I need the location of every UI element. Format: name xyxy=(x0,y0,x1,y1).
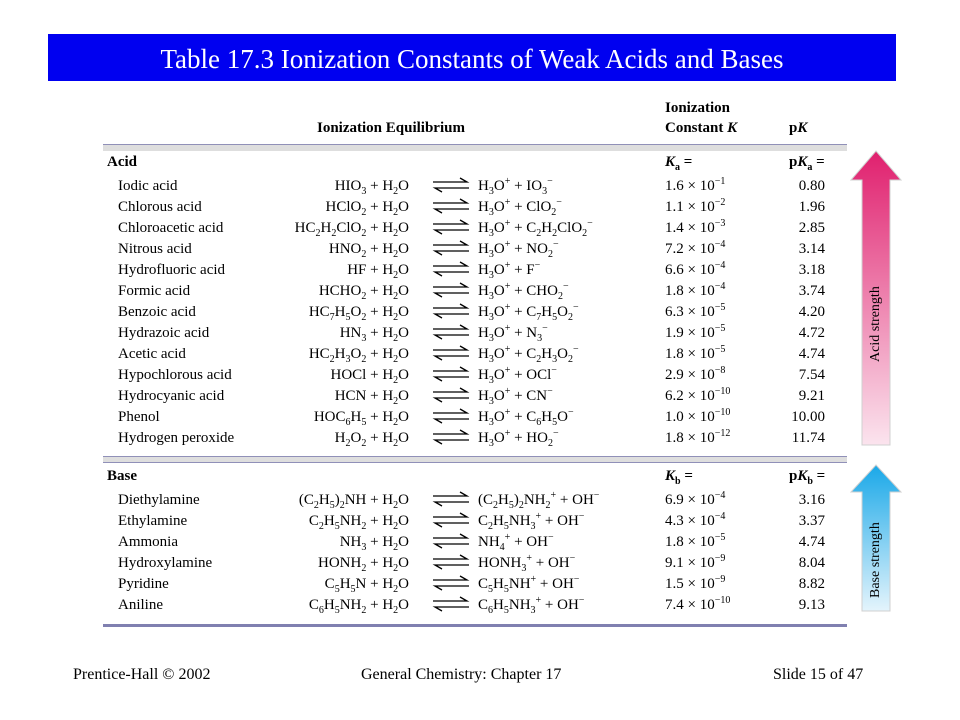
ionization-constant: $4.3 \times 10^{-4}$ xyxy=(665,511,726,529)
ionization-constant: $6.6 \times 10^{-4}$ xyxy=(665,260,726,278)
acid-section-label: Acid xyxy=(107,154,137,170)
compound-name: Aniline xyxy=(118,597,163,613)
compound-name: Hydrogen peroxide xyxy=(118,430,235,446)
table-row xyxy=(103,386,847,407)
ionization-constant: $6.3 \times 10^{-5}$ xyxy=(665,302,726,320)
products: $H_3O^+ + F^-$ xyxy=(478,260,541,281)
pk-value: 3.74 xyxy=(798,283,825,299)
base-strength-arrow xyxy=(850,464,902,612)
ionization-constant: $1.1 \times 10^{-2}$ xyxy=(665,197,726,215)
base-section-label: Base xyxy=(107,468,137,484)
ionization-constant: $2.9 \times 10^{-8}$ xyxy=(665,365,726,383)
pk-value: 9.21 xyxy=(798,388,825,404)
section-divider-bottom xyxy=(103,462,847,463)
products: $H_3O^+ + N_3^-$ xyxy=(478,323,548,344)
ionization-constant: $6.9 \times 10^{-4}$ xyxy=(665,490,726,508)
footer-publisher: Prentice-Hall © 2002 xyxy=(73,666,211,683)
compound-name: Pyridine xyxy=(118,576,169,592)
pk-value: 3.16 xyxy=(798,492,825,508)
products: $C_5H_5NH^+ + OH^-$ xyxy=(478,574,580,595)
table-row xyxy=(103,197,847,218)
products: $H_3O^+ + OCl^-$ xyxy=(478,365,557,386)
pk-value: 4.72 xyxy=(798,325,825,341)
table-row xyxy=(103,302,847,323)
header-equilibrium: Ionization Equilibrium xyxy=(317,120,465,136)
header-constant-line1: Ionization xyxy=(665,100,731,116)
ionization-constant: $1.6 \times 10^{-1}$ xyxy=(665,176,726,194)
ionization-constant: $7.2 \times 10^{-4}$ xyxy=(665,239,726,257)
acid-k-header: $K_a$ = xyxy=(665,154,693,173)
table-row xyxy=(103,176,847,197)
pk-value: 9.13 xyxy=(798,597,825,613)
ionization-constant: $1.9 \times 10^{-5}$ xyxy=(665,323,726,341)
pk-value: 3.37 xyxy=(798,513,825,529)
compound-name: Hydroxylamine xyxy=(118,555,213,571)
table-row xyxy=(103,428,847,449)
table-row xyxy=(103,595,847,616)
reactants: $HONH_2 + H_2O$ xyxy=(318,555,409,574)
ionization-constant: $1.0 \times 10^{-10}$ xyxy=(665,407,731,425)
acid-strength-label: Acid strength xyxy=(868,286,883,362)
reactants: $HNO_2 + H_2O$ xyxy=(328,241,409,260)
pk-value: 8.82 xyxy=(798,576,825,592)
table-row xyxy=(103,281,847,302)
pk-value: 10.00 xyxy=(791,409,825,425)
products: $C_6H_5NH_3^+ + OH^-$ xyxy=(478,595,585,616)
reactants: $HCHO_2 + H_2O$ xyxy=(318,283,409,302)
ionization-constant: $1.5 \times 10^{-9}$ xyxy=(665,574,726,592)
compound-name: Formic acid xyxy=(118,283,191,299)
reactants: HCN + $H_2O$ xyxy=(334,388,409,407)
footer-chapter: General Chemistry: Chapter 17 xyxy=(361,666,562,683)
table-row xyxy=(103,365,847,386)
reactants: $HN_3 + H_2O$ xyxy=(339,325,409,344)
compound-name: Hypochlorous acid xyxy=(118,367,232,383)
compound-name: Diethylamine xyxy=(118,492,200,508)
products: $H_3O^+ + NO_2^-$ xyxy=(478,239,559,260)
table-bottom-rule xyxy=(103,624,847,627)
products: $H_3O^+ + HO_2^-$ xyxy=(478,428,559,449)
equilibrium-arrow-icon xyxy=(432,429,470,452)
compound-name: Chloroacetic acid xyxy=(118,220,224,236)
reactants: $HC_2H_3O_2 + H_2O$ xyxy=(308,346,409,365)
ionization-constant: $1.8 \times 10^{-4}$ xyxy=(665,281,726,299)
pk-value: 1.96 xyxy=(798,199,825,215)
table-row xyxy=(103,239,847,260)
products: $H_3O^+ + C_7H_5O_2^-$ xyxy=(478,302,579,323)
acid-pk-header: $pK_a$ = xyxy=(789,154,825,173)
compound-name: Nitrous acid xyxy=(118,241,192,257)
compound-name: Benzoic acid xyxy=(118,304,196,320)
ionization-constant: $1.4 \times 10^{-3}$ xyxy=(665,218,726,236)
products: $H_3O^+ + C_6H_5O^-$ xyxy=(478,407,574,428)
compound-name: Iodic acid xyxy=(118,178,178,194)
compound-name: Phenol xyxy=(118,409,160,425)
pk-value: 3.14 xyxy=(798,241,825,257)
pk-value: 4.20 xyxy=(798,304,825,320)
pk-value: 0.80 xyxy=(798,178,825,194)
reactants: $NH_3 + H_2O$ xyxy=(339,534,409,553)
pk-value: 2.85 xyxy=(798,220,825,236)
reactants: $C_6H_5NH_2 + H_2O$ xyxy=(308,597,409,616)
table-row xyxy=(103,532,847,553)
table-row xyxy=(103,260,847,281)
table-row xyxy=(103,511,847,532)
compound-name: Acetic acid xyxy=(118,346,186,362)
reactants: $H_2O_2 + H_2O$ xyxy=(334,430,409,449)
acid-section-band xyxy=(103,145,847,151)
reactants: HF + $H_2O$ xyxy=(347,262,409,281)
ionization-table xyxy=(103,92,848,627)
reactants: $HIO_3 + H_2O$ xyxy=(334,178,409,197)
equilibrium-arrow-icon xyxy=(432,596,470,619)
ionization-constant: $1.8 \times 10^{-5}$ xyxy=(665,344,726,362)
ionization-constant: $9.1 \times 10^{-9}$ xyxy=(665,553,726,571)
pk-value: 7.54 xyxy=(798,367,825,383)
ionization-constant: $1.8 \times 10^{-12}$ xyxy=(665,428,731,446)
ionization-constant: $7.4 \times 10^{-10}$ xyxy=(665,595,731,613)
products: $H_3O^+ + CHO_2^-$ xyxy=(478,281,569,302)
products: $H_3O^+ + IO_3^-$ xyxy=(478,176,553,197)
products: $C_2H_5NH_3^+ + OH^-$ xyxy=(478,511,585,532)
table-row xyxy=(103,323,847,344)
compound-name: Hydrofluoric acid xyxy=(118,262,226,278)
acid-strength-arrow xyxy=(850,150,902,446)
products: $H_3O^+ + CN^-$ xyxy=(478,386,553,407)
table-row xyxy=(103,490,847,511)
base-k-header: $K_b$ = xyxy=(665,468,693,487)
products: $H_3O^+ + ClO_2^-$ xyxy=(478,197,562,218)
slide-title: Table 17.3 Ionization Constants of Weak Acids and Bases xyxy=(48,34,896,81)
pk-value: 8.04 xyxy=(798,555,825,571)
ionization-constant: $1.8 \times 10^{-5}$ xyxy=(665,532,726,550)
products: $NH_4^+ + OH^-$ xyxy=(478,532,554,553)
products: $(C_2H_5)_2NH_2^+ + OH^-$ xyxy=(478,490,600,511)
table-row xyxy=(103,553,847,574)
pk-value: 4.74 xyxy=(798,346,825,362)
footer-slide-number: Slide 15 of 47 xyxy=(773,666,864,683)
reactants: $C_2H_5NH_2 + H_2O$ xyxy=(308,513,409,532)
compound-name: Chlorous acid xyxy=(118,199,202,215)
products: $H_3O^+ + C_2H_3O_2^-$ xyxy=(478,344,579,365)
reactants: $(C_2H_5)_2NH + H_2O$ xyxy=(298,492,409,511)
table-row xyxy=(103,407,847,428)
table-row xyxy=(103,574,847,595)
header-pk: pK xyxy=(789,120,808,136)
compound-name: Hydrocyanic acid xyxy=(118,388,225,404)
header-constant-line2: Constant K xyxy=(665,120,738,136)
base-strength-label: Base strength xyxy=(868,522,883,598)
pk-value: 11.74 xyxy=(791,430,825,446)
reactants: $HC_2H_2ClO_2 + H_2O$ xyxy=(294,220,409,239)
table-row xyxy=(103,218,847,239)
products: $HONH_3^+ + OH^-$ xyxy=(478,553,576,574)
base-pk-header: $pK_b$ = xyxy=(789,468,826,487)
compound-name: Hydrazoic acid xyxy=(118,325,210,341)
pk-value: 3.18 xyxy=(798,262,825,278)
reactants: $HC_7H_5O_2 + H_2O$ xyxy=(308,304,409,323)
reactants: $C_5H_5N + H_2O$ xyxy=(324,576,409,595)
reactants: HClO$_2$ + $H_2O$ xyxy=(325,199,409,218)
compound-name: Ammonia xyxy=(118,534,178,550)
products: $H_3O^+ + C_2H_2ClO_2^-$ xyxy=(478,218,593,239)
reactants: HOCl + $H_2O$ xyxy=(330,367,409,386)
reactants: $HOC_6H_5 + H_2O$ xyxy=(313,409,409,428)
ionization-constant: $6.2 \times 10^{-10}$ xyxy=(665,386,731,404)
table-row xyxy=(103,344,847,365)
compound-name: Ethylamine xyxy=(118,513,188,529)
pk-value: 4.74 xyxy=(798,534,825,550)
